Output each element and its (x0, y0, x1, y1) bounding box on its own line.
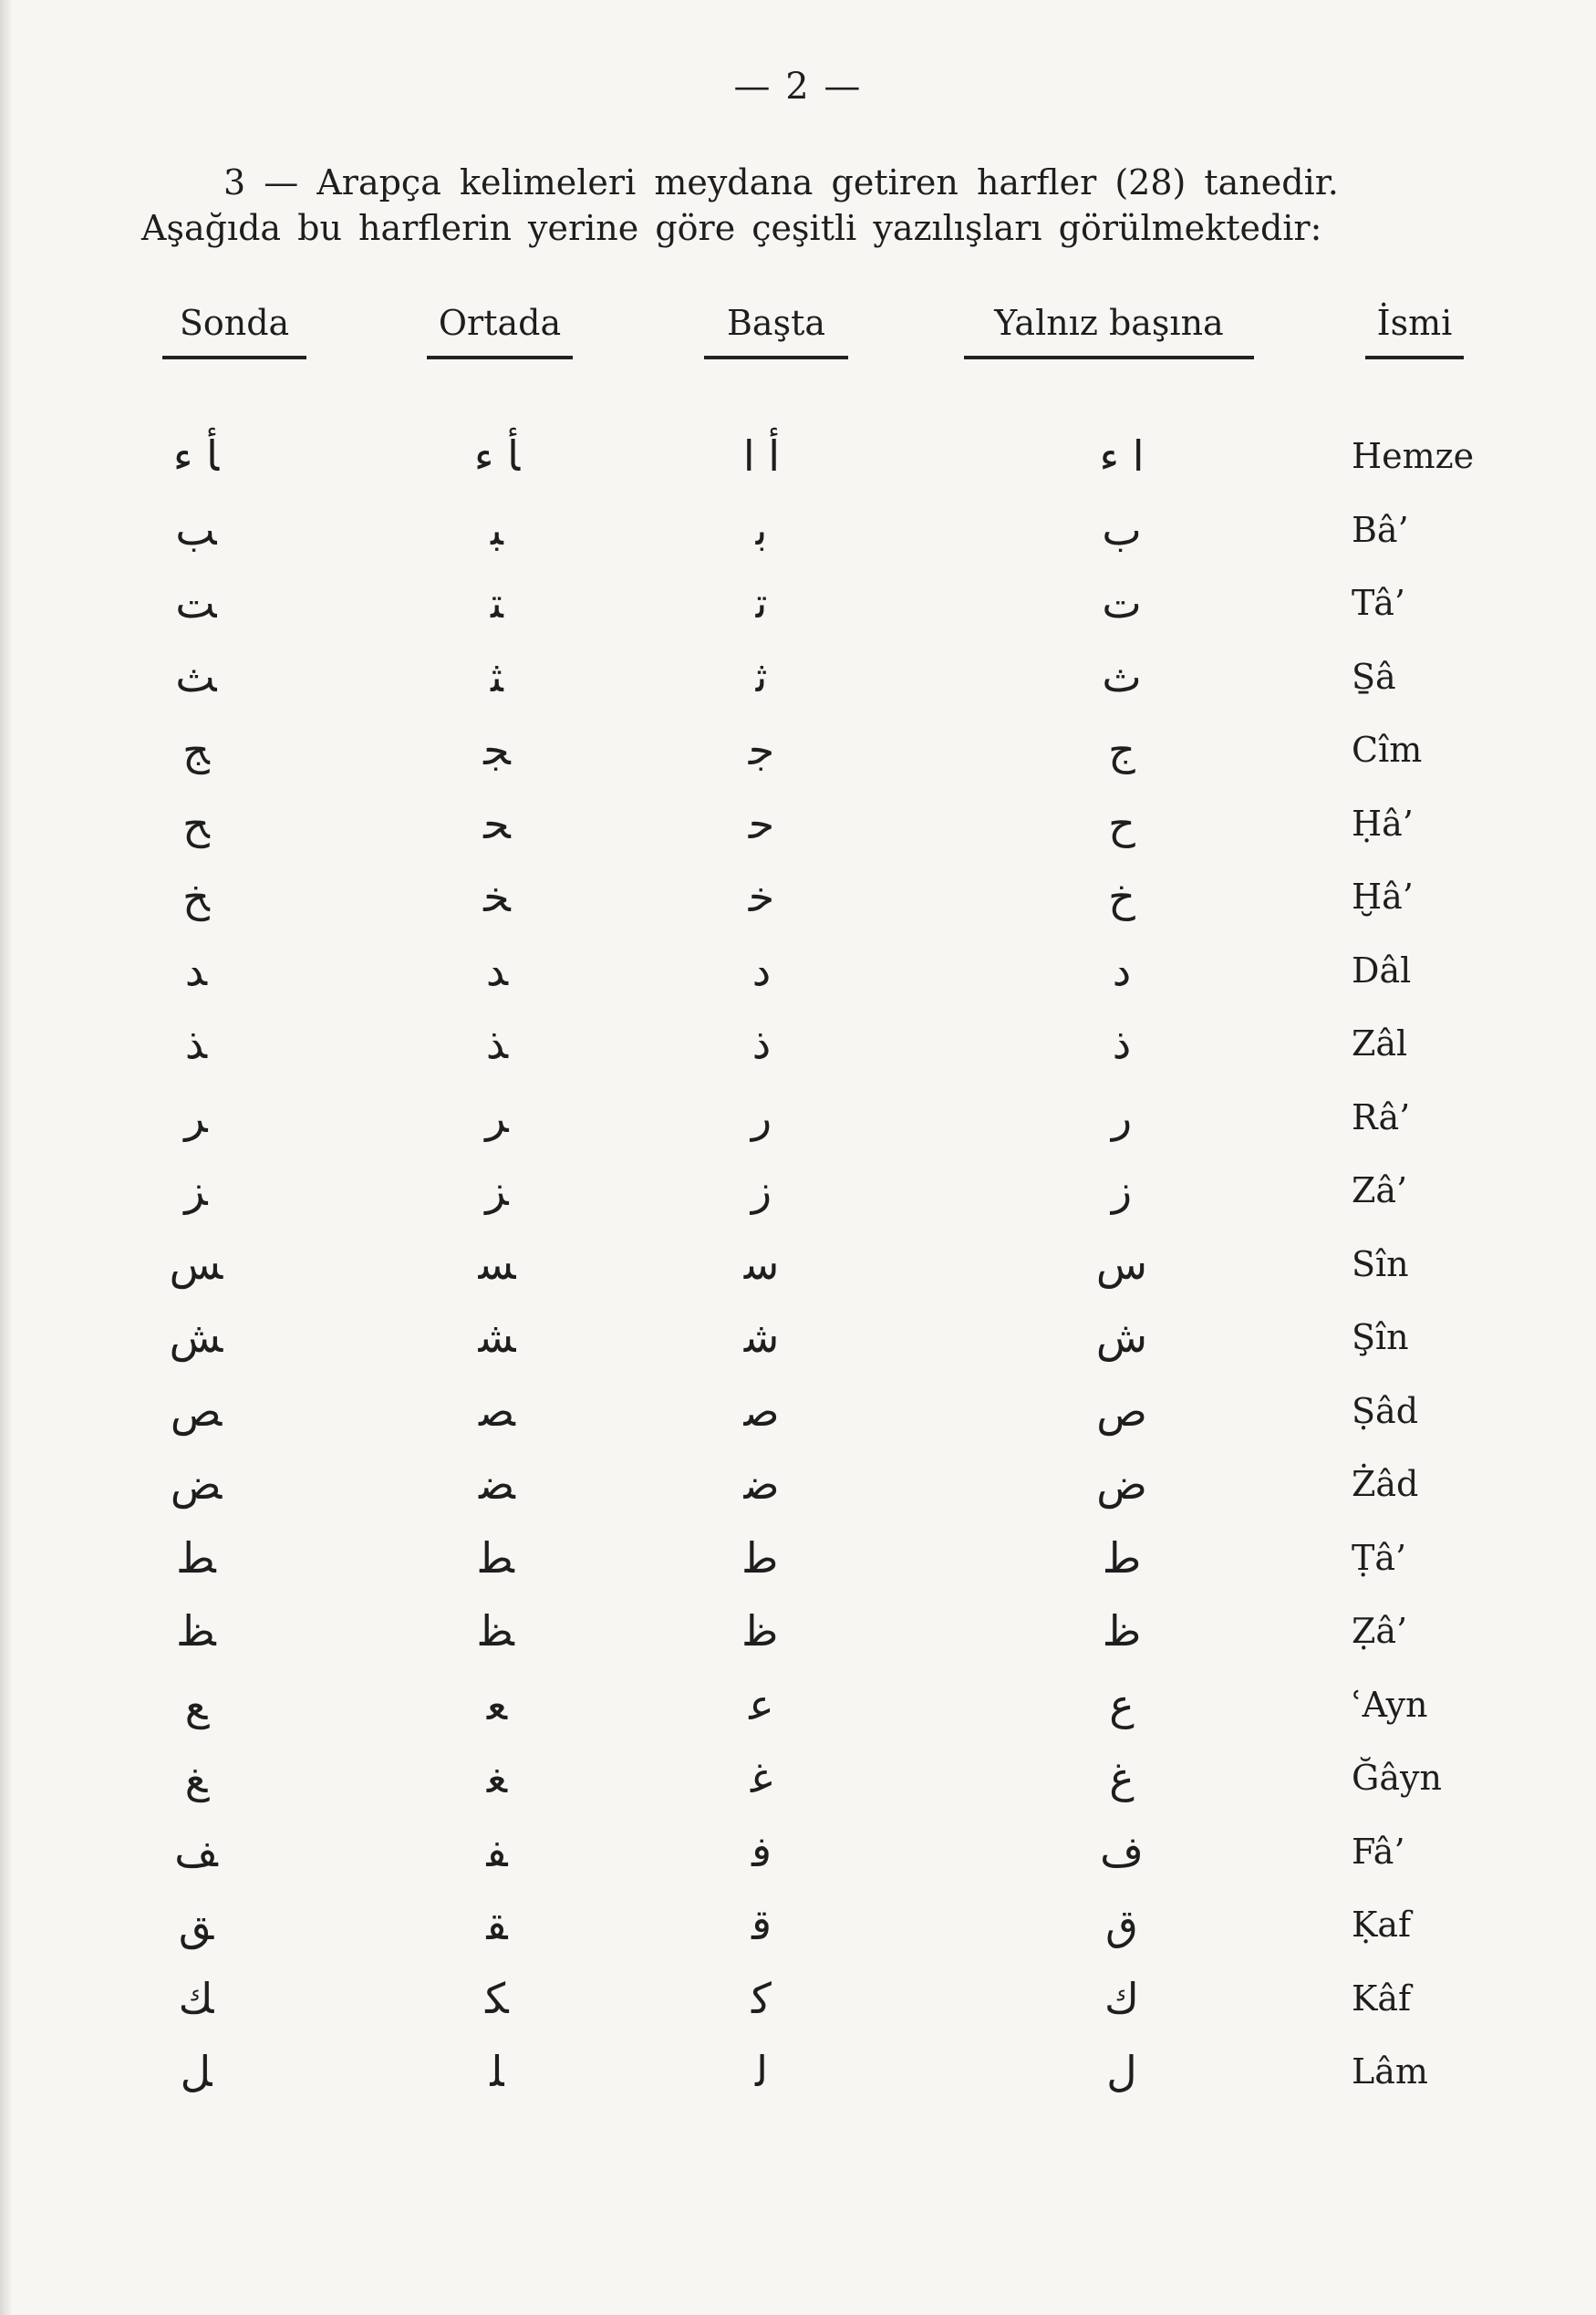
table-row (0, 493, 1596, 567)
cell-sonda: ﻊ (184, 1679, 208, 1729)
cell-sonda: ﺾ (170, 1459, 223, 1509)
intro-line-1: 3 — Arapça kelimeleri meydana getiren harfler (28) tanedir. (223, 162, 1339, 202)
table-row (0, 1668, 1596, 1742)
table-row (0, 1594, 1596, 1668)
cell-sonda: ﻂ (176, 1532, 216, 1583)
cell-ismi: Hemze (1352, 436, 1475, 476)
cell-basta: ﻃ (744, 1532, 779, 1583)
table-row (0, 1301, 1596, 1375)
table-row (0, 640, 1596, 714)
cell-sonda: ﺚ (175, 651, 217, 701)
table-row (0, 934, 1596, 1008)
cell-ortada: ﺜ (491, 651, 503, 701)
table-row (0, 1154, 1596, 1228)
table-row (0, 1228, 1596, 1302)
cell-yalniz: ق (1105, 1900, 1138, 1949)
cell-yalniz: د (1112, 945, 1132, 995)
cell-sonda: ﻒ (174, 1826, 218, 1876)
intro-paragraph (141, 160, 1482, 251)
cell-basta: ﻟ (754, 2047, 768, 2096)
cell-ortada: ﺰ (485, 1166, 509, 1215)
cell-sonda: ﺲ (169, 1239, 223, 1289)
cell-ortada: ﺠ (483, 725, 511, 774)
cell-yalniz: ك (1104, 1973, 1139, 2023)
table-row (0, 566, 1596, 640)
table-row (0, 1741, 1596, 1815)
cell-yalniz: ل (1106, 2047, 1137, 2096)
cell-yalniz: ج (1108, 725, 1135, 774)
cell-ortada: ﺸ (478, 1313, 516, 1362)
cell-yalniz: خ (1108, 872, 1135, 921)
cell-basta: ﺑ (755, 504, 768, 555)
cell-yalniz: ظ (1102, 1606, 1142, 1656)
cell-ortada: ﻘ (486, 1900, 508, 1949)
cell-basta: ﻋ (749, 1679, 774, 1729)
cell-ismi: Tâ’ (1352, 583, 1405, 623)
cell-ortada: ﺄ ﺀ (473, 431, 521, 481)
header-ismi: İsmi (1365, 303, 1464, 359)
cell-sonda: ﺺ (170, 1386, 223, 1436)
cell-sonda: ﻞ (180, 2047, 212, 2096)
cell-yalniz: ز (1111, 1166, 1133, 1215)
cell-ismi: Ḥâ’ (1352, 803, 1414, 844)
cell-ismi: Żâd (1352, 1464, 1419, 1504)
cell-yalniz: ض (1096, 1459, 1147, 1509)
cell-ismi: Sîn (1352, 1243, 1409, 1284)
cell-basta: ز (751, 1166, 772, 1215)
cell-yalniz: ب (1102, 504, 1142, 555)
header-sonda: Sonda (162, 303, 306, 359)
cell-ortada: ﻜ (485, 1973, 509, 2023)
cell-ismi: Zâ’ (1352, 1170, 1408, 1210)
header-ortada: Ortada (427, 303, 573, 359)
cell-yalniz: ص (1096, 1386, 1147, 1436)
cell-yalniz: ا ء (1099, 431, 1145, 481)
cell-yalniz: ط (1102, 1532, 1142, 1583)
cell-ortada: ﺪ (485, 945, 509, 995)
cell-ortada: ﻌ (486, 1679, 508, 1729)
cell-sonda: ﻖ (178, 1900, 214, 1949)
cell-yalniz: ع (1109, 1679, 1135, 1729)
cell-ismi: Ṣâd (1352, 1390, 1419, 1431)
cell-ortada: ﺒ (491, 504, 503, 555)
cell-basta: ﻓ (751, 1826, 772, 1876)
cell-ortada: ﺴ (478, 1239, 516, 1289)
table-row (0, 2035, 1596, 2109)
cell-basta: ﻛ (751, 1973, 772, 2023)
cell-ortada: ﺨ (483, 872, 511, 921)
cell-ortada: ﺘ (491, 578, 503, 628)
cell-ismi: S̱â (1352, 656, 1396, 697)
cell-ismi: ʿAyn (1352, 1684, 1428, 1725)
cell-yalniz: ح (1108, 798, 1135, 848)
page-number: — 2 — (733, 66, 863, 108)
cell-basta: ر (751, 1092, 772, 1142)
letter-table (0, 420, 1596, 2109)
cell-yalniz: ف (1100, 1826, 1144, 1876)
cell-basta: ﺃ ا (742, 431, 781, 481)
cell-yalniz: ش (1095, 1313, 1148, 1362)
table-row (0, 1007, 1596, 1081)
cell-basta: ﺣ (748, 798, 775, 848)
header-yalniz: Yalnız başına (964, 303, 1254, 359)
cell-yalniz: س (1095, 1239, 1148, 1289)
cell-sonda: ﺄ ﺀ (172, 431, 220, 481)
cell-ortada: ﺼ (479, 1386, 515, 1436)
cell-ismi: Kâf (1352, 1978, 1412, 2019)
table-row (0, 1815, 1596, 1889)
cell-sonda: ﺞ (182, 725, 210, 774)
cell-ismi: Lâm (1352, 2051, 1428, 2092)
table-header-row (0, 303, 1596, 376)
cell-basta: ﺧ (748, 872, 775, 921)
table-row (0, 1081, 1596, 1155)
cell-sonda: ﺪ (184, 945, 208, 995)
cell-basta: ﺿ (743, 1459, 780, 1509)
table-row (0, 1888, 1596, 1962)
cell-ortada: ﺤ (483, 798, 511, 848)
cell-sonda: ﻆ (176, 1606, 216, 1656)
cell-ismi: Bâ’ (1352, 509, 1409, 550)
cell-ortada: ﻀ (479, 1459, 515, 1509)
table-row (0, 787, 1596, 861)
cell-yalniz: ث (1102, 651, 1142, 701)
cell-sonda: ﻚ (178, 1973, 214, 2023)
cell-sonda: ﻎ (184, 1753, 208, 1802)
cell-yalniz: ت (1102, 578, 1142, 628)
cell-basta: ﺻ (743, 1386, 780, 1436)
cell-ortada: ﺬ (485, 1019, 509, 1068)
intro-line-2: Aşağıda bu harflerin yerine göre çeşitli yazılışları görülmektedir: (141, 208, 1322, 248)
cell-basta: د (751, 945, 772, 995)
cell-basta: ﺷ (743, 1313, 780, 1362)
cell-sonda: ﺢ (182, 798, 210, 848)
cell-sonda: ﺮ (184, 1092, 208, 1142)
cell-basta: ﺛ (755, 651, 768, 701)
cell-ismi: Ḫâ’ (1352, 877, 1414, 917)
cell-ismi: Fâ’ (1352, 1831, 1405, 1872)
cell-ortada: ﻐ (486, 1753, 508, 1802)
cell-basta: ﺟ (748, 725, 775, 774)
cell-ismi: Ḳaf (1352, 1905, 1412, 1945)
cell-ismi: Ṭâ’ (1352, 1537, 1407, 1578)
cell-sonda: ﺐ (175, 504, 217, 555)
cell-sonda: ﺦ (182, 872, 210, 921)
cell-ismi: Zâl (1352, 1023, 1408, 1064)
table-row (0, 420, 1596, 493)
cell-ismi: Ẓâ’ (1352, 1611, 1408, 1651)
cell-yalniz: غ (1109, 1753, 1135, 1802)
table-row (0, 1448, 1596, 1521)
cell-yalniz: ذ (1112, 1019, 1132, 1068)
cell-basta: ﻏ (750, 1753, 773, 1802)
cell-ortada: ﻠ (490, 2047, 504, 2096)
cell-yalniz: ر (1111, 1092, 1133, 1142)
cell-basta: ﺳ (743, 1239, 780, 1289)
cell-basta: ذ (751, 1019, 772, 1068)
cell-sonda: ﺖ (175, 578, 217, 628)
cell-ortada: ﻈ (480, 1606, 514, 1656)
cell-basta: ﻗ (751, 1900, 772, 1949)
cell-ortada: ﺮ (485, 1092, 509, 1142)
cell-ortada: ﻔ (486, 1826, 508, 1876)
cell-sonda: ﺬ (184, 1019, 208, 1068)
cell-ismi: Dâl (1352, 950, 1412, 991)
cell-ismi: Ğâyn (1352, 1758, 1442, 1798)
table-row (0, 1375, 1596, 1448)
table-row (0, 713, 1596, 787)
cell-ismi: Cîm (1352, 730, 1423, 770)
cell-sonda: ﺶ (169, 1313, 223, 1362)
cell-basta: ﻇ (744, 1606, 779, 1656)
cell-sonda: ﺰ (184, 1166, 208, 1215)
table-row (0, 1521, 1596, 1595)
cell-ortada: ﻄ (480, 1532, 514, 1583)
header-basta: Başta (704, 303, 848, 359)
cell-basta: ﺗ (755, 578, 768, 628)
cell-ismi: Râ’ (1352, 1096, 1411, 1137)
table-row (0, 1962, 1596, 2036)
table-row (0, 860, 1596, 934)
cell-ismi: Şîn (1352, 1317, 1409, 1357)
